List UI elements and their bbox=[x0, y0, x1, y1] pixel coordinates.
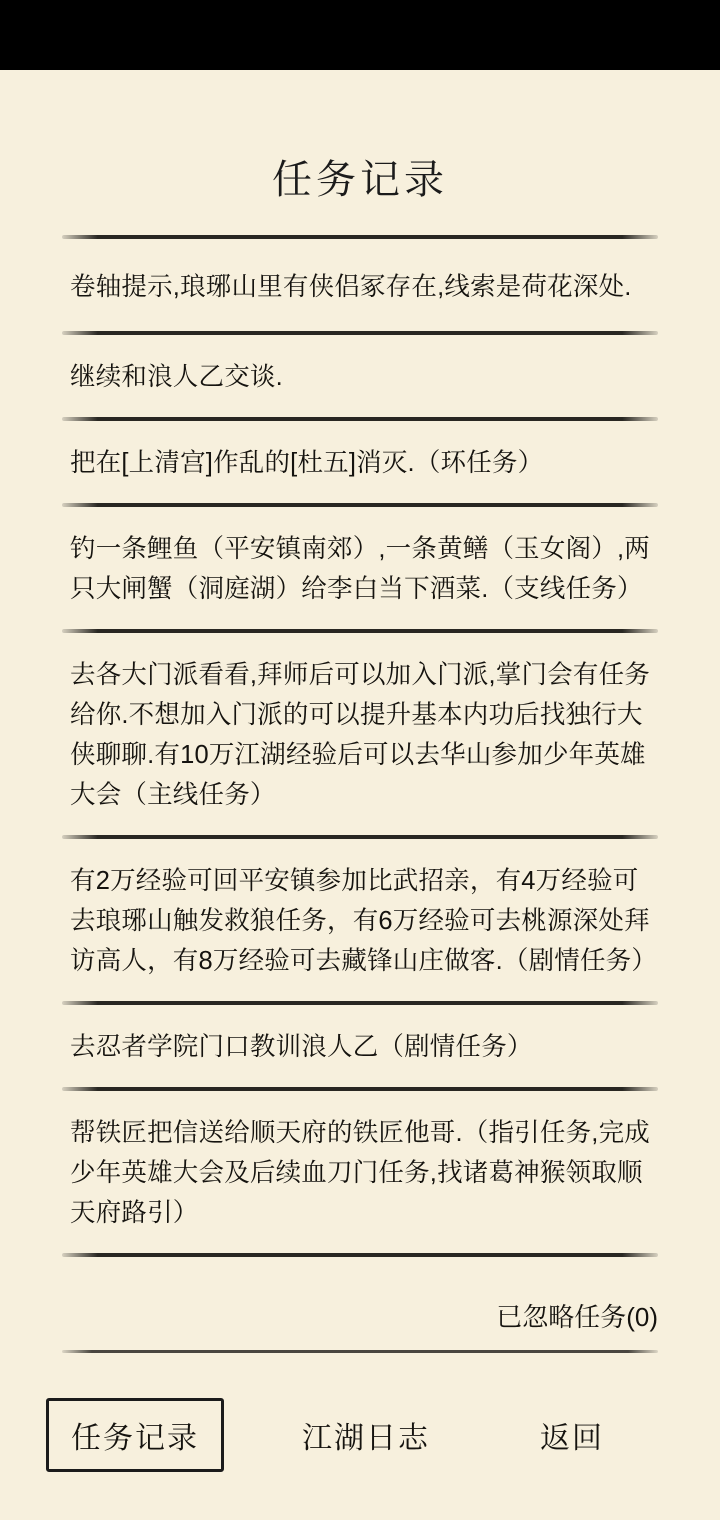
back-button[interactable]: 返回 bbox=[540, 1422, 604, 1455]
list-item[interactable] bbox=[0, 1005, 720, 1087]
list-item[interactable] bbox=[0, 633, 720, 835]
quest-text: 卷轴提示,琅琊山里有侠侣冢存在,线索是荷花深处. bbox=[70, 273, 632, 301]
page-title: 任务记录 bbox=[272, 158, 448, 202]
quest-text: 有2万经验可回平安镇参加比武招亲，有4万经验可去琅琊山触发救狼任务，有6万经验可去桃源深处拜访高人，有8万经验可去藏锋山庄做客.（剧情任务） bbox=[70, 867, 658, 975]
list-item[interactable] bbox=[0, 839, 720, 1001]
quest-text: 继续和浪人乙交谈. bbox=[70, 363, 283, 391]
list-item[interactable] bbox=[0, 335, 720, 417]
quest-log-page bbox=[0, 70, 720, 1520]
footer-nav bbox=[0, 1398, 720, 1472]
tab-journal[interactable]: 江湖日志 bbox=[302, 1422, 430, 1455]
quest-text: 把在[上清宫]作乱的[杜五]消灭.（环任务） bbox=[70, 449, 544, 477]
list-item[interactable] bbox=[0, 1091, 720, 1253]
quest-text: 钓一条鲤鱼（平安镇南郊）,一条黄鳝（玉女阁）,两只大闸蟹（洞庭湖）给李白当下酒菜.（支线任务） bbox=[70, 535, 650, 603]
list-item[interactable] bbox=[0, 421, 720, 503]
ignored-quests-label: 已忽略任务(0) bbox=[496, 1302, 658, 1332]
tab-quest-log[interactable]: 任务记录 bbox=[46, 1398, 224, 1472]
quest-text: 去忍者学院门口教训浪人乙（剧情任务） bbox=[70, 1033, 533, 1061]
divider-bottom bbox=[62, 1350, 658, 1353]
ignored-quests-row[interactable] bbox=[0, 1257, 720, 1350]
quest-text: 去各大门派看看,拜师后可以加入门派,掌门会有任务给你.不想加入门派的可以提升基本内功后找独行大侠聊聊.有10万江湖经验后可以去华山参加少年英雄大会（主线任务） bbox=[70, 661, 650, 809]
quest-list bbox=[0, 239, 720, 1257]
list-item[interactable] bbox=[0, 239, 720, 331]
list-item[interactable] bbox=[0, 507, 720, 629]
quest-text: 帮铁匠把信送给顺天府的铁匠他哥.（指引任务,完成少年英雄大会及后续血刀门任务,找诸葛神猴领取顺天府路引） bbox=[70, 1119, 650, 1227]
